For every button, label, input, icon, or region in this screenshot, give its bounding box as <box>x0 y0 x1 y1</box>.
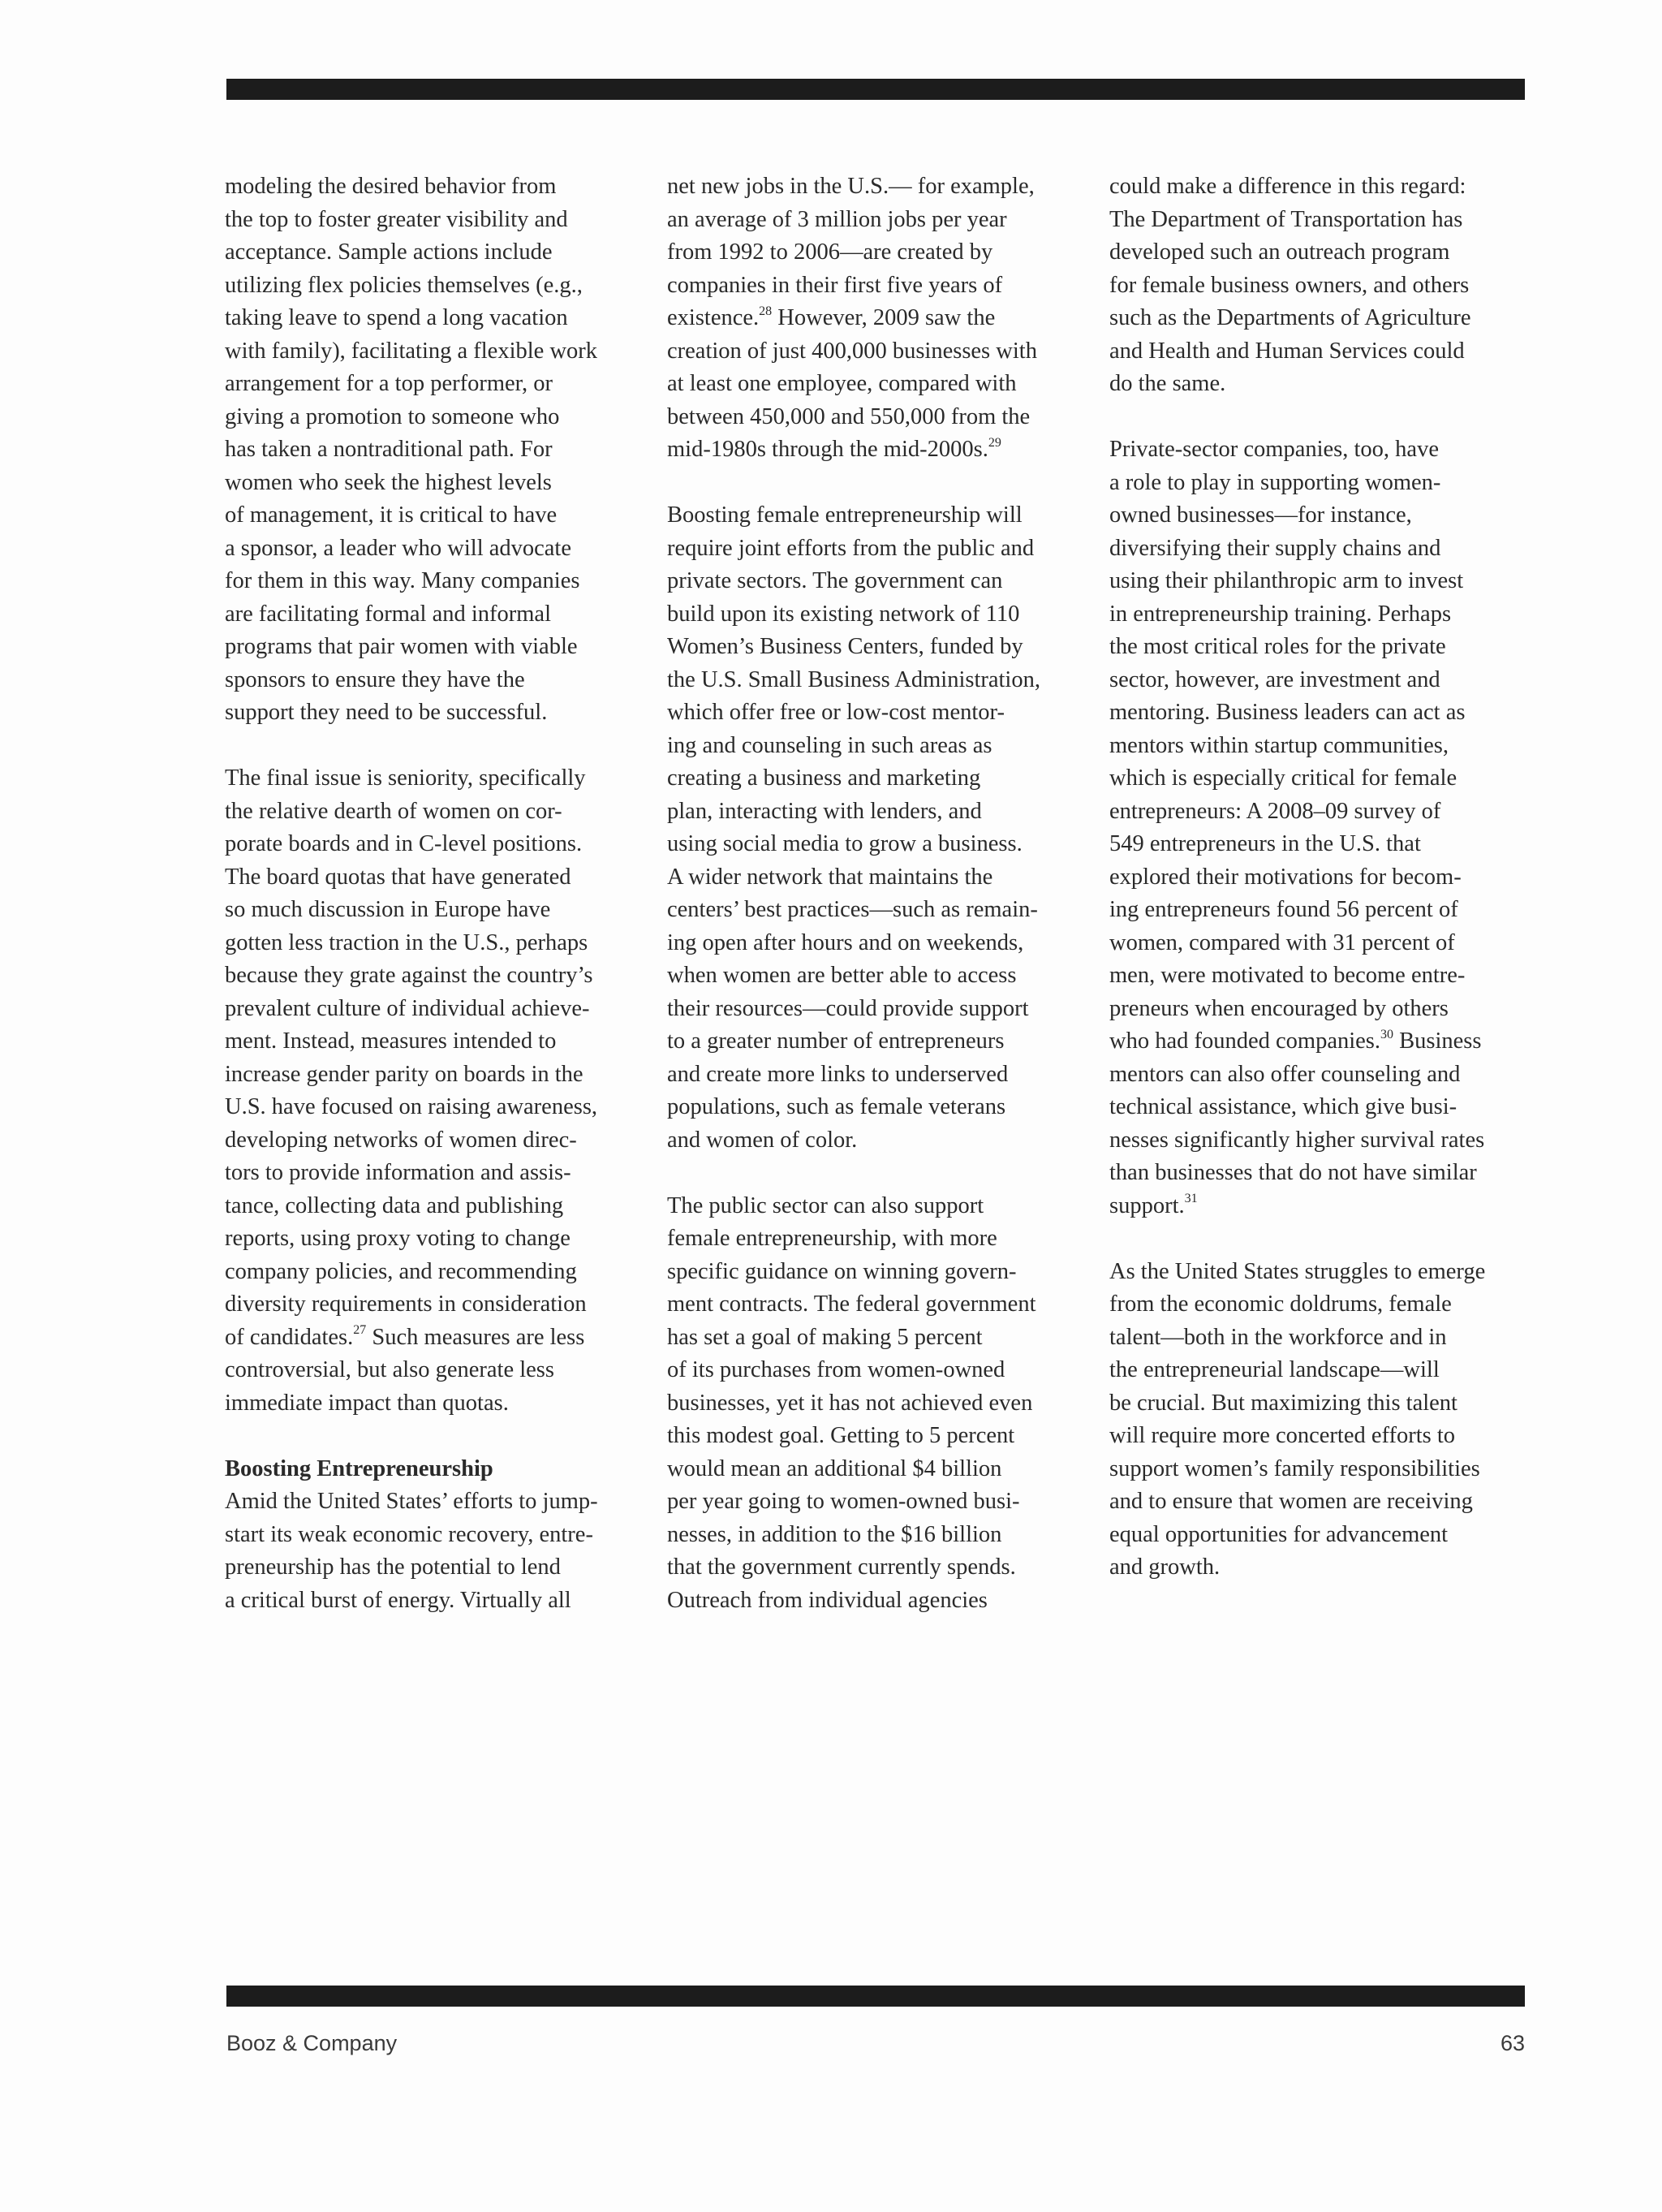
publisher-footer: Booz & Company <box>226 2031 398 2055</box>
text-line: mid-1980s through the mid-2000s.$^{29}$ <box>667 435 1001 462</box>
text-line: start its weak economic recovery, entre- <box>225 1521 593 1547</box>
text-line: sponsors to ensure they have the <box>225 666 525 692</box>
text-line: to a greater number of entrepreneurs <box>667 1028 1005 1054</box>
text-line: do the same. <box>1109 371 1226 396</box>
paragraph <box>1109 433 1531 1222</box>
text-line: centers’ best practices—such as remain- <box>667 897 1038 922</box>
text-line: in entrepreneurship training. Perhaps <box>1109 601 1452 627</box>
text-line: Boosting female entrepreneurship will <box>667 502 1023 528</box>
text-line: developed such an outreach program <box>1109 239 1450 265</box>
text-line: immediate impact than quotas. <box>225 1390 509 1416</box>
text-line: tors to provide information and assis- <box>225 1160 571 1185</box>
text-line: Outreach from individual agencies <box>667 1587 988 1613</box>
text-line: A wider network that maintains the <box>667 864 993 890</box>
text-line: which offer free or low-cost mentor- <box>667 700 1005 725</box>
text-line: prevalent culture of individual achieve- <box>225 995 590 1021</box>
text-line: U.S. have focused on raising awareness, <box>225 1094 598 1119</box>
text-line: so much discussion in Europe have <box>225 897 551 922</box>
column-1 <box>225 170 647 1617</box>
text-line: arrangement for a top performer, or <box>225 371 553 396</box>
paragraph <box>667 499 1089 1157</box>
text-line: Amid the United States’ efforts to jump- <box>225 1489 598 1514</box>
paragraph <box>1109 170 1531 401</box>
text-line: from 1992 to 2006—are created by <box>667 239 993 265</box>
text-line: men, were motivated to become entre- <box>1109 963 1466 988</box>
text-line: sector, however, are investment and <box>1109 666 1440 692</box>
text-line: ing entrepreneurs found 56 percent of <box>1109 897 1458 922</box>
text-line: than businesses that do not have similar <box>1109 1160 1477 1185</box>
text-line: preneurship has the potential to lend <box>225 1554 561 1580</box>
text-line: specific guidance on winning govern- <box>667 1258 1017 1284</box>
text-line: As the United States struggles to emerge <box>1109 1258 1486 1284</box>
footnote-marker: 31 <box>1184 1192 1198 1205</box>
paragraph <box>225 762 647 1420</box>
text-line: this modest goal. Getting to 5 percent <box>667 1423 1015 1448</box>
text-line: would mean an additional $4 billion <box>667 1455 1002 1481</box>
text-line: taking leave to spend a long vacation <box>225 305 568 330</box>
text-line: ment. Instead, measures intended to <box>225 1028 557 1054</box>
text-line: are facilitating formal and informal <box>225 601 551 627</box>
text-line: at least one employee, compared with <box>667 371 1017 396</box>
text-line: Private-sector companies, too, have <box>1109 437 1439 462</box>
footnote-marker: 28 <box>759 304 773 318</box>
text-line: their resources—could provide support <box>667 995 1029 1021</box>
text-line: for them in this way. Many companies <box>225 568 580 593</box>
text-line: that the government currently spends. <box>667 1554 1016 1580</box>
text-line: gotten less traction in the U.S., perhaps <box>225 929 588 955</box>
text-line: could make a difference in this regard: <box>1109 174 1466 199</box>
text-line: women who seek the highest levels <box>225 469 552 495</box>
text-line: female entrepreneurship, with more <box>667 1226 997 1251</box>
text-line: ing and counseling in such areas as <box>667 732 992 758</box>
column-3 <box>1109 170 1531 1585</box>
text-line: populations, such as female veterans <box>667 1094 1006 1119</box>
text-line: acceptance. Sample actions include <box>225 239 553 265</box>
paragraph <box>225 170 647 730</box>
text-line: ing open after hours and on weekends, <box>667 929 1024 955</box>
text-line: The board quotas that have generated <box>225 864 571 890</box>
text-line: increase gender parity on boards in the <box>225 1061 583 1087</box>
text-line: which is especially critical for female <box>1109 765 1457 791</box>
text-line: entrepreneurs: A 2008–09 survey of <box>1109 798 1441 824</box>
text-line: the top to foster greater visibility and <box>225 206 568 232</box>
text-line: the U.S. Small Business Administration, <box>667 666 1040 692</box>
text-line: equal opportunities for advancement <box>1109 1521 1449 1547</box>
text-line: per year going to women-owned busi- <box>667 1489 1020 1514</box>
top-rule <box>226 79 1525 100</box>
text-line: using their philanthropic arm to invest <box>1109 568 1464 593</box>
text-line: preneurs when encouraged by others <box>1109 995 1449 1021</box>
footnote-marker: 27 <box>353 1323 367 1337</box>
text-line: who had founded companies.$^{30}$ Business <box>1109 1027 1482 1054</box>
text-line: when women are better able to access <box>667 963 1017 988</box>
text-line: the most critical roles for the private <box>1109 634 1446 659</box>
text-line: private sectors. The government can <box>667 568 1003 593</box>
text-line: net new jobs in the U.S.— for example, <box>667 174 1035 199</box>
section-heading: Boosting Entrepreneurship <box>225 1455 493 1481</box>
paragraph <box>1109 1256 1531 1585</box>
text-line: technical assistance, which give busi- <box>1109 1094 1457 1119</box>
text-line: Women’s Business Centers, funded by <box>667 634 1023 659</box>
text-line: developing networks of women direc- <box>225 1127 577 1153</box>
text-line: support.$^{31}$ <box>1109 1192 1198 1218</box>
footnote-marker: 29 <box>988 435 1001 450</box>
text-line: and to ensure that women are receiving <box>1109 1489 1473 1514</box>
text-line: and create more links to underserved <box>667 1061 1009 1087</box>
text-line: because they grate against the country’s <box>225 963 593 988</box>
text-line: nesses, in addition to the $16 billion <box>667 1521 1002 1547</box>
text-line: ment contracts. The federal government <box>667 1291 1036 1317</box>
text-line: from the economic doldrums, female <box>1109 1291 1452 1317</box>
text-line: a role to play in supporting women- <box>1109 469 1441 495</box>
text-line: has set a goal of making 5 percent <box>667 1324 983 1350</box>
text-line: and women of color. <box>667 1127 858 1153</box>
text-line: programs that pair women with viable <box>225 634 578 659</box>
text-line: mentoring. Business leaders can act as <box>1109 700 1466 725</box>
text-line: the entrepreneurial landscape—will <box>1109 1357 1440 1382</box>
text-line: require joint efforts from the public and <box>667 535 1035 561</box>
text-line: support they need to be successful. <box>225 700 548 725</box>
text-line: company policies, and recommending <box>225 1258 577 1284</box>
text-line: owned businesses—for instance, <box>1109 502 1412 528</box>
text-line: nesses significantly higher survival rates <box>1109 1127 1485 1153</box>
text-line: of management, it is critical to have <box>225 502 558 528</box>
text-line: giving a promotion to someone who <box>225 403 560 429</box>
text-line: creation of just 400,000 businesses with <box>667 338 1037 364</box>
text-line: a critical burst of energy. Virtually all <box>225 1587 571 1613</box>
text-line: explored their motivations for becom- <box>1109 864 1462 890</box>
text-line: businesses, yet it has not achieved even <box>667 1390 1033 1416</box>
paragraph <box>667 170 1089 467</box>
text-line: companies in their first five years of <box>667 272 1003 298</box>
text-line: such as the Departments of Agriculture <box>1109 305 1471 330</box>
column-2 <box>667 170 1089 1617</box>
text-line: diversifying their supply chains and <box>1109 535 1441 561</box>
text-line: of candidates.$^{27}$ Such measures are less <box>225 1323 585 1350</box>
text-line: reports, using proxy voting to change <box>225 1226 571 1251</box>
text-line: 549 entrepreneurs in the U.S. that <box>1109 831 1421 856</box>
text-line: be crucial. But maximizing this talent <box>1109 1390 1457 1416</box>
text-line: an average of 3 million jobs per year <box>667 206 1007 232</box>
text-line: a sponsor, a leader who will advocate <box>225 535 571 561</box>
bottom-rule <box>226 1986 1525 2007</box>
footnote-marker: 30 <box>1380 1027 1393 1041</box>
text-line: The Department of Transportation has <box>1109 206 1463 232</box>
paragraph <box>225 1453 647 1618</box>
text-line: The final issue is seniority, specifically <box>225 765 586 791</box>
text-line: existence.$^{28}$ However, 2009 saw the <box>667 304 996 330</box>
text-line: porate boards and in C-level positions. <box>225 831 583 856</box>
text-line: has taken a nontraditional path. For <box>225 437 553 462</box>
paragraph <box>667 1190 1089 1618</box>
text-line: controversial, but also generate less <box>225 1357 554 1382</box>
text-line: mentors within startup communities, <box>1109 732 1449 758</box>
text-line: mentors can also offer counseling and <box>1109 1061 1461 1087</box>
text-line: modeling the desired behavior from <box>225 174 557 199</box>
text-line: diversity requirements in consideration <box>225 1291 587 1317</box>
text-line: using social media to grow a business. <box>667 831 1023 856</box>
text-line: and growth. <box>1109 1554 1221 1580</box>
text-line: plan, interacting with lenders, and <box>667 798 982 824</box>
text-line: will require more concerted efforts to <box>1109 1423 1456 1448</box>
text-line: of its purchases from women-owned <box>667 1357 1005 1382</box>
text-line: with family), facilitating a flexible work <box>225 338 598 364</box>
text-line: support women’s family responsibilities <box>1109 1455 1480 1481</box>
text-line: women, compared with 31 percent of <box>1109 929 1455 955</box>
text-line: The public sector can also support <box>667 1192 984 1218</box>
text-line: talent—both in the workforce and in <box>1109 1324 1447 1350</box>
text-line: the relative dearth of women on cor- <box>225 798 562 824</box>
text-line: for female business owners, and others <box>1109 272 1470 298</box>
page-number: 63 <box>1500 2031 1525 2055</box>
text-line: utilizing flex policies themselves (e.g., <box>225 272 583 298</box>
text-line: and Health and Human Services could <box>1109 338 1465 364</box>
text-line: between 450,000 and 550,000 from the <box>667 403 1031 429</box>
text-line: creating a business and marketing <box>667 765 981 791</box>
text-line: build upon its existing network of 110 <box>667 601 1020 627</box>
text-line: tance, collecting data and publishing <box>225 1192 564 1218</box>
